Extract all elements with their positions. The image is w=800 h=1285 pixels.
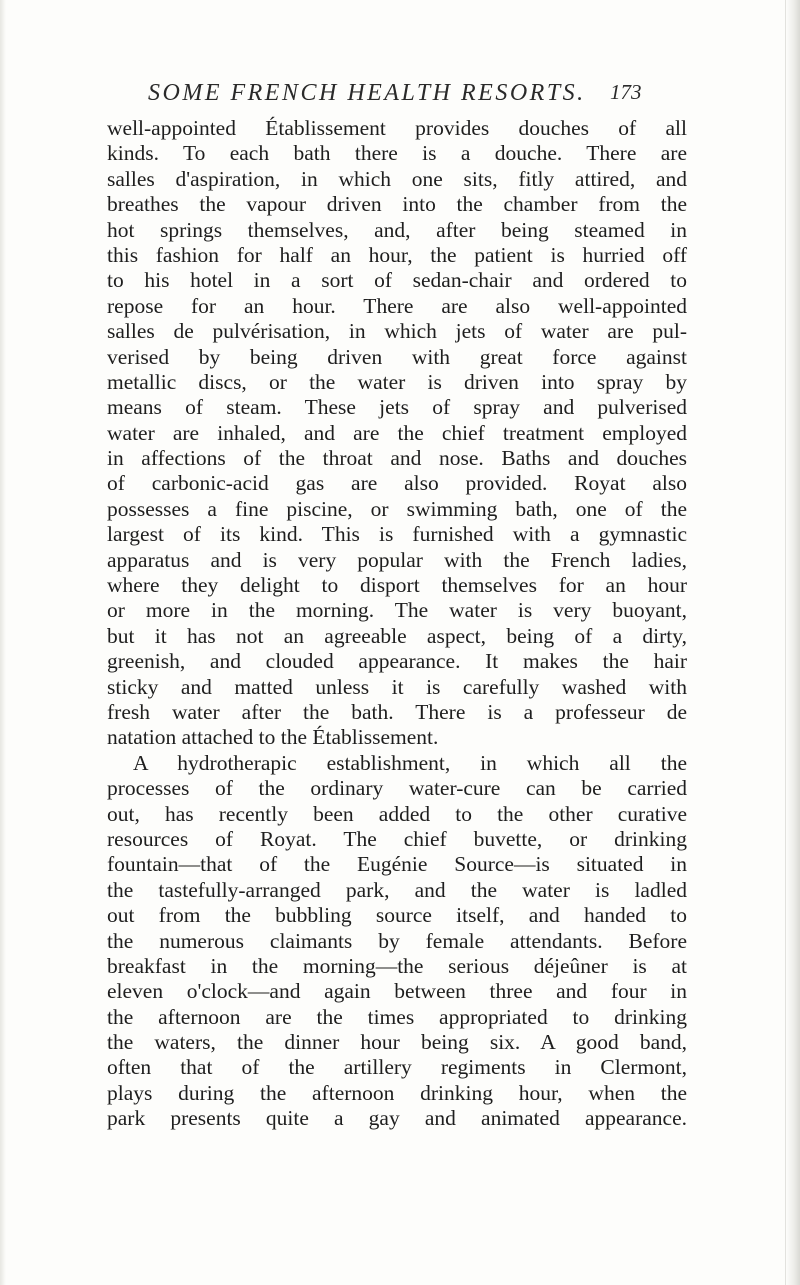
text-line: possesses a fine piscine, or swimming bath, one of the	[107, 496, 687, 521]
text-line: processes of the ordinary water-cure can be carried	[107, 776, 687, 801]
body-text	[107, 116, 687, 1132]
running-head: SOME FRENCH HEALTH RESORTS.	[148, 80, 586, 106]
text-line: to his hotel in a sort of sedan-chair and ordered to	[107, 268, 687, 293]
text-line: repose for an hour. There are also well-appointed	[107, 293, 687, 318]
text-line: the afternoon are the times appropriated to drinking	[107, 1004, 687, 1029]
text-line: the waters, the dinner hour being six. A good band,	[107, 1030, 687, 1055]
page-gutter-shadow	[0, 0, 6, 1285]
text-line: sticky and matted unless it is carefully washed with	[107, 674, 687, 699]
text-line: but it has not an agreeable aspect, being of a dirty,	[107, 623, 687, 648]
text-line: plays during the afternoon drinking hour, when the	[107, 1080, 687, 1105]
text-line: or more in the morning. The water is very buoyant,	[107, 598, 687, 623]
text-line: metallic discs, or the water is driven into spray by	[107, 369, 687, 394]
text-line: out, has recently been added to the other curative	[107, 801, 687, 826]
paragraph-start-line: A hydrotherapic establishment, in which all the	[133, 750, 687, 775]
text-line: out from the bubbling source itself, and handed to	[107, 903, 687, 928]
text-line: of carbonic-acid gas are also provided. Royat also	[107, 471, 687, 496]
text-line: salles de pulvérisation, in which jets of water are pul-	[107, 319, 687, 344]
text-line: park presents quite a gay and animated appearance.	[107, 1106, 687, 1131]
page-number: 173	[610, 80, 642, 104]
text-line: fresh water after the bath. There is a professeur de	[107, 699, 687, 724]
text-line: eleven o'clock—and again between three and four in	[107, 979, 687, 1004]
text-line: where they delight to disport themselves for an hour	[107, 573, 687, 598]
text-line: verised by being driven with great force against	[107, 344, 687, 369]
text-line: often that of the artillery regiments in Clermont,	[107, 1055, 687, 1080]
text-line: hot springs themselves, and, after being steamed in	[107, 217, 687, 242]
text-line: the tastefully-arranged park, and the water is ladled	[107, 877, 687, 902]
text-line: water are inhaled, and are the chief treatment employed	[107, 420, 687, 445]
text-line: greenish, and clouded appearance. It makes the hair	[107, 649, 687, 674]
text-line: means of steam. These jets of spray and pulverised	[107, 395, 687, 420]
text-line: resources of Royat. The chief buvette, or drinking	[107, 826, 687, 851]
text-line: largest of its kind. This is furnished with a gymnastic	[107, 522, 687, 547]
text-line: apparatus and is very popular with the French ladies,	[107, 547, 687, 572]
text-line: this fashion for half an hour, the patient is hurried off	[107, 242, 687, 267]
text-line: natation attached to the Établissement.	[107, 725, 439, 750]
text-line: salles d'aspiration, in which one sits, fitly attired, and	[107, 166, 687, 191]
text-line: breakfast in the morning—the serious déjeûner is at	[107, 953, 687, 978]
text-line: kinds. To each bath there is a douche. There are	[107, 141, 687, 166]
text-line: breathes the vapour driven into the chamber from the	[107, 192, 687, 217]
text-line: the numerous claimants by female attendants. Before	[107, 928, 687, 953]
text-line: in affections of the throat and nose. Baths and douches	[107, 446, 687, 471]
text-line: well-appointed Établissement provides douches of all	[107, 116, 687, 140]
text-line: fountain—that of the Eugénie Source—is situated in	[107, 852, 687, 877]
page-edge-shadow	[785, 0, 800, 1285]
